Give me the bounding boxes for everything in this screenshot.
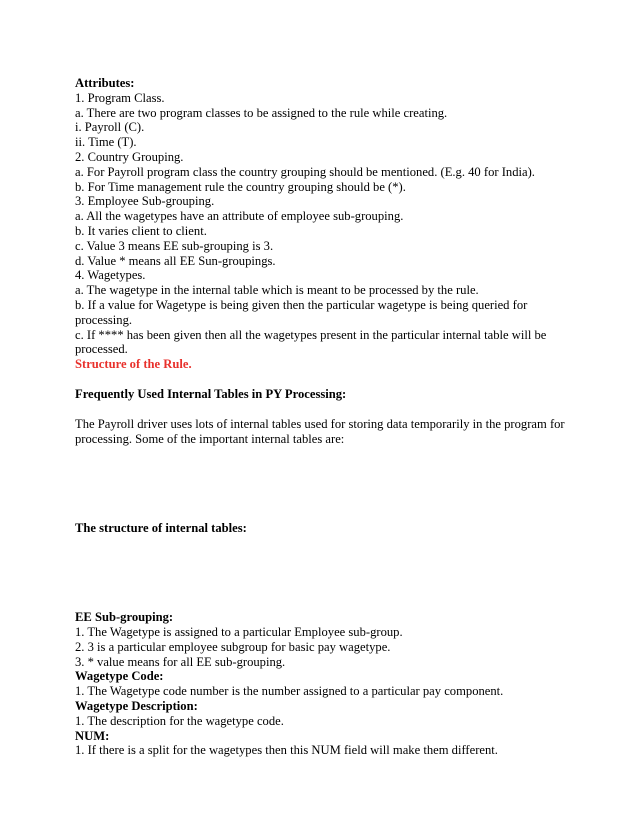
attribute-line: a. There are two program classes to be assigned to the rule while creating. — [75, 105, 448, 120]
attribute-line: d. Value * means all EE Sun-groupings. — [75, 253, 276, 268]
num-heading: NUM: — [75, 728, 110, 743]
num-line: 1. If there is a split for the wagetypes then this NUM field will make them different. — [75, 743, 498, 758]
attributes-heading: Attributes: — [75, 76, 135, 90]
attribute-line: a. For Payroll program class the country grouping should be mentioned. (E.g. 40 for India). — [75, 164, 535, 179]
document-body — [75, 76, 575, 758]
internal-tables-paragraph: The Payroll driver uses lots of internal tables used for storing data temporarily in the program for processing. Some of the important internal tables are: — [75, 416, 565, 446]
attribute-line: c. Value 3 means EE sub-grouping is 3. — [75, 238, 274, 253]
wagetype-code-heading: Wagetype Code: — [75, 669, 164, 684]
attribute-line: i. Payroll (C). — [75, 120, 145, 135]
internal-tables-heading: Frequently Used Internal Tables in PY Processing: — [75, 386, 347, 401]
wagetype-description-heading: Wagetype Description: — [75, 698, 198, 713]
ee-subgrouping-line: 1. The Wagetype is assigned to a particular Employee sub-group. — [75, 624, 403, 639]
attribute-line: a. All the wagetypes have an attribute of employee sub-grouping. — [75, 209, 404, 224]
wagetype-code-line: 1. The Wagetype code number is the number assigned to a particular pay component. — [75, 684, 504, 699]
attribute-line: b. For Time management rule the country grouping should be (*). — [75, 179, 406, 194]
attribute-line: 3. Employee Sub-grouping. — [75, 194, 215, 209]
attribute-wrapped-line: c. If **** has been given then all the wagetypes present in the particular internal table will be processed. — [75, 327, 547, 357]
attribute-line: 4. Wagetypes. — [75, 268, 146, 283]
structure-heading: The structure of internal tables: — [75, 521, 247, 536]
attribute-line: ii. Time (T). — [75, 135, 137, 150]
ee-subgrouping-heading: EE Sub-grouping: — [75, 610, 174, 625]
attribute-line: 2. Country Grouping. — [75, 149, 184, 164]
attribute-line: 1. Program Class. — [75, 90, 165, 105]
attribute-wrapped-line: b. If a value for Wagetype is being given then the particular wagetype is being queried for processing. — [75, 297, 528, 327]
wagetype-description-line: 1. The description for the wagetype code. — [75, 713, 284, 728]
ee-subgrouping-line: 2. 3 is a particular employee subgroup for basic pay wagetype. — [75, 639, 391, 654]
ee-subgrouping-line: 3. * value means for all EE sub-grouping. — [75, 654, 286, 669]
structure-of-rule-link[interactable]: Structure of the Rule. — [75, 357, 192, 372]
attribute-line: a. The wagetype in the internal table which is meant to be processed by the rule. — [75, 283, 479, 298]
attribute-line: b. It varies client to client. — [75, 223, 207, 238]
